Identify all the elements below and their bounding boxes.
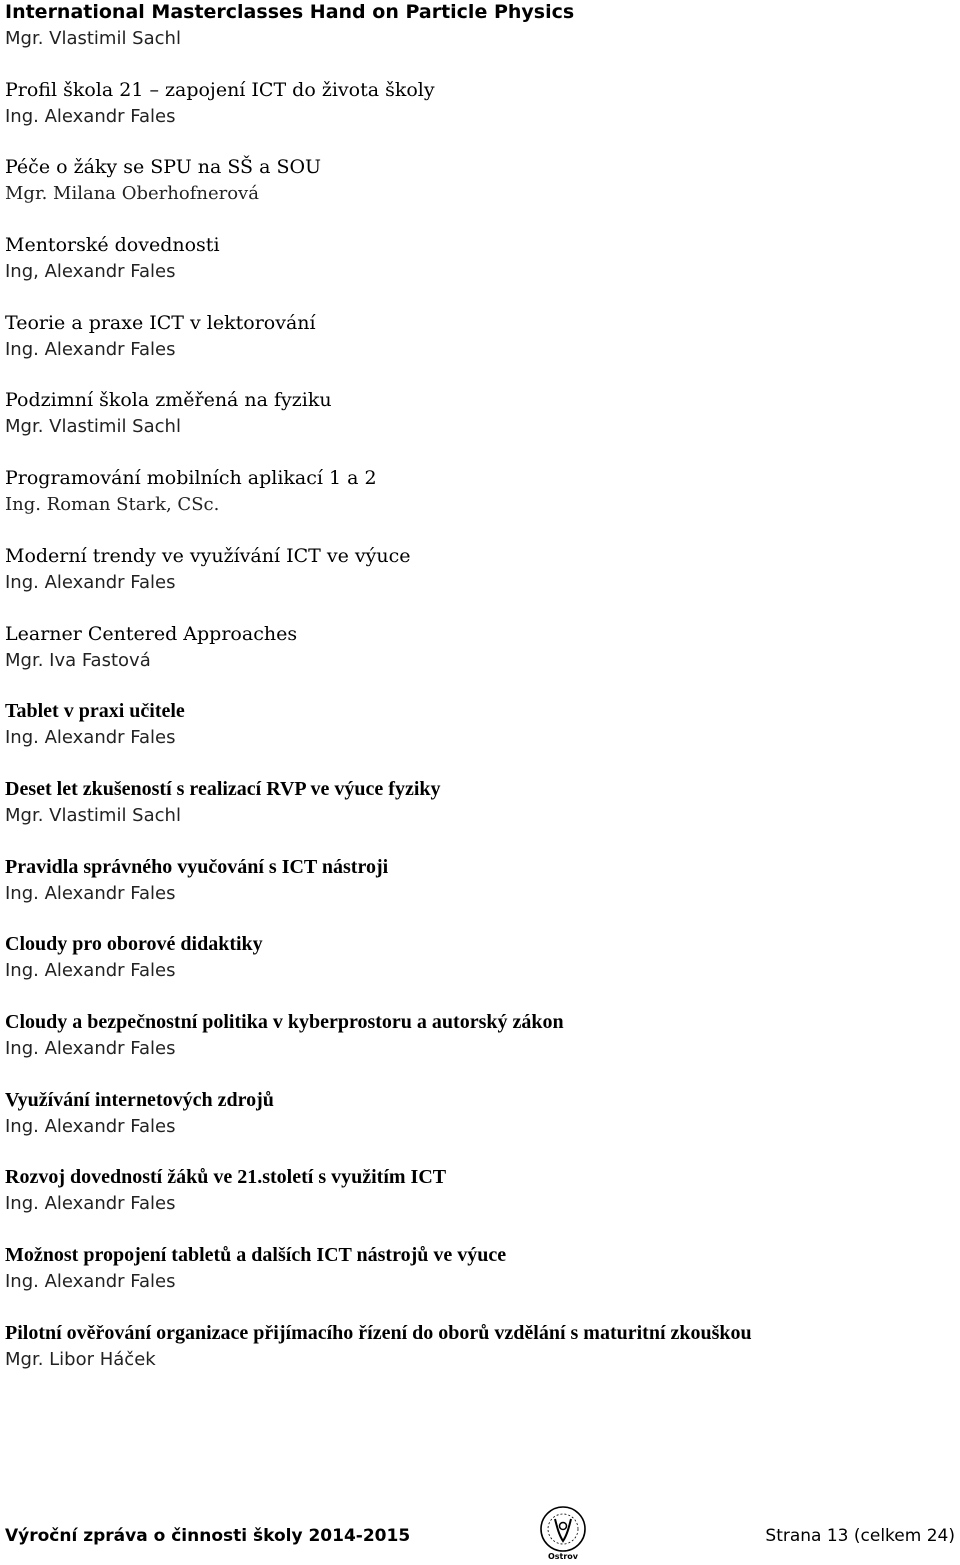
list-item [5, 155, 945, 233]
course-title: Deset let zkušeností s realizací RVP ve výuce fyziky [5, 777, 441, 800]
course-lecturer: Mgr. Vlastimil Sachl [5, 28, 181, 49]
list-item [5, 777, 945, 855]
course-lecturer: Mgr. Milana Oberhofnerová [5, 183, 259, 205]
list-item [5, 0, 945, 78]
logo-caption: Ostrov [547, 1552, 579, 1561]
course-lecturer: Mgr. Vlastimil Sachl [5, 416, 181, 438]
course-lecturer: Ing. Alexandr Fales [5, 1193, 176, 1215]
list-item [5, 1243, 945, 1321]
course-lecturer: Ing. Alexandr Fales [5, 105, 176, 127]
list-item [5, 1010, 945, 1088]
course-title: Pilotní ověřování organizace přijímacího řízení do oborů vzdělání s maturitní zkouškou [5, 1321, 752, 1344]
page-footer [5, 1505, 955, 1565]
course-title: Learner Centered Approaches [5, 622, 298, 645]
course-title: Využívání internetových zdrojů [5, 1088, 274, 1111]
course-lecturer: Ing. Alexandr Fales [5, 1271, 176, 1292]
list-item [5, 466, 945, 544]
course-title: Podzimní škola změřená na fyziku [5, 389, 332, 412]
course-lecturer: Ing. Alexandr Fales [5, 338, 176, 360]
course-lecturer: Ing, Alexandr Fales [5, 261, 176, 283]
course-lecturer: Ing. Alexandr Fales [5, 960, 176, 982]
course-lecturer: Ing. Alexandr Fales [5, 1037, 176, 1059]
report-title: Výroční zpráva o činnosti školy 2014-2015 [5, 1526, 411, 1546]
page-number: Strana 13 (celkem 24) [765, 1526, 955, 1546]
course-title: Pravidla správného vyučování s ICT nástroji [5, 855, 389, 878]
list-item [5, 544, 945, 622]
course-lecturer: Ing. Alexandr Fales [5, 571, 176, 593]
course-lecturer: Mgr. Vlastimil Sachl [5, 804, 181, 826]
list-item [5, 855, 945, 933]
course-lecturer: Ing. Alexandr Fales [5, 882, 176, 904]
school-logo-icon [533, 1505, 593, 1565]
course-lecturer: Mgr. Iva Fastová [5, 649, 151, 671]
course-title: Péče o žáky se SPU na SŠ a SOU [5, 156, 322, 179]
list-item [5, 78, 945, 156]
course-title: International Masterclasses Hand on Particle Physics [5, 1, 575, 23]
course-list [5, 0, 945, 1398]
list-item [5, 233, 945, 311]
list-item [5, 932, 945, 1010]
list-item [5, 622, 945, 700]
list-item [5, 311, 945, 389]
course-title: Možnost propojení tabletů a dalších ICT nástrojů ve výuce [5, 1244, 507, 1266]
list-item [5, 1088, 945, 1166]
list-item [5, 699, 945, 777]
list-item [5, 1165, 945, 1243]
course-title: Programování mobilních aplikací 1 a 2 [5, 467, 377, 490]
course-lecturer: Ing. Alexandr Fales [5, 727, 176, 749]
course-title: Tablet v praxi učitele [5, 700, 185, 723]
course-title: Teorie a praxe ICT v lektorování [5, 311, 316, 334]
course-lecturer: Ing. Alexandr Fales [5, 1115, 176, 1137]
course-title: Mentorské dovednosti [5, 234, 220, 257]
course-title: Cloudy a bezpečnostní politika v kyberprostoru a autorský zákon [5, 1010, 564, 1033]
course-lecturer: Mgr. Libor Háček [5, 1348, 156, 1370]
course-lecturer: Ing. Roman Stark, CSc. [5, 494, 220, 516]
list-item [5, 388, 945, 466]
course-title: Rozvoj dovedností žáků ve 21.století s využitím ICT [5, 1166, 447, 1189]
list-item [5, 1321, 945, 1399]
course-title: Cloudy pro oborové didaktiky [5, 933, 263, 956]
course-title: Moderní trendy ve využívání ICT ve výuce [5, 544, 411, 567]
course-title: Profil škola 21 – zapojení ICT do života školy [5, 78, 435, 101]
